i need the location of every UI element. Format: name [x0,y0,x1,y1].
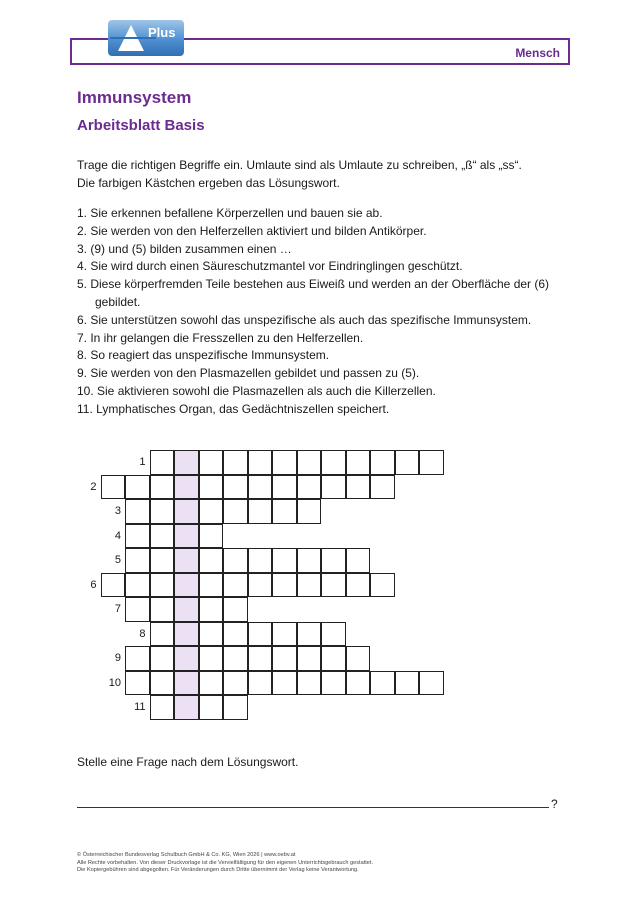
crossword-cell[interactable] [150,548,175,573]
page-subtitle: Arbeitsblatt Basis [77,117,205,134]
crossword-cell[interactable] [321,475,346,500]
crossword-cell[interactable] [223,548,248,573]
crossword-cell[interactable] [101,475,126,500]
crossword-cell[interactable] [419,671,444,696]
crossword-cell[interactable] [199,475,224,500]
crossword-cell[interactable] [297,450,322,475]
solution-cell[interactable] [174,671,199,696]
footer [77,852,373,875]
crossword-cell[interactable] [272,475,297,500]
crossword-cell[interactable] [272,622,297,647]
row-number: 4 [114,529,121,542]
crossword-cell[interactable] [297,548,322,573]
solution-cell[interactable] [174,524,199,549]
crossword-cell[interactable] [272,499,297,524]
solution-cell[interactable] [174,597,199,622]
crossword-cell[interactable] [150,646,175,671]
crossword-cell[interactable] [150,695,175,720]
solution-cell[interactable] [174,695,199,720]
crossword-cell[interactable] [297,646,322,671]
crossword-cell[interactable] [248,450,273,475]
clue: 7. In ihr gelangen die Fresszellen zu den Helferzellen. [77,330,364,345]
clue: 10. Sie aktivieren sowohl die Plasmazellen als auch die Killerzellen. [77,383,436,398]
answer-line[interactable] [77,807,549,808]
crossword-cell[interactable] [321,573,346,598]
crossword-cell[interactable] [272,671,297,696]
row-number: 11 [134,701,146,713]
crossword-cell[interactable] [272,646,297,671]
question-prompt: Stelle eine Frage nach dem Lösungswort. [77,755,299,769]
crossword-cell[interactable] [248,622,273,647]
crossword-cell[interactable] [223,597,248,622]
instruction-line: Die farbigen Kästchen ergeben das Lösungswort. [77,176,340,190]
solution-cell[interactable] [174,548,199,573]
crossword-cell[interactable] [150,499,175,524]
clue: 2. Sie werden von den Helferzellen aktiviert und bilden Antikörper. [77,223,427,238]
crossword-cell[interactable] [346,475,371,500]
row-number: 1 [139,456,146,468]
crossword-cell[interactable] [297,499,322,524]
crossword-cell[interactable] [297,475,322,500]
crossword-cell[interactable] [125,646,150,671]
crossword-cell[interactable] [150,597,175,622]
clue: 3. (9) und (5) bilden zusammen einen … [77,241,292,256]
crossword-cell[interactable] [248,499,273,524]
clue: 5. Diese körperfremden Teile bestehen aus Eiweiß und werden an der Oberfläche der (6) gebildet. [77,277,550,309]
crossword-cell[interactable] [248,671,273,696]
plus-logo [108,20,184,56]
crossword-cell[interactable] [125,499,150,524]
solution-cell[interactable] [174,646,199,671]
question-mark: ? [551,797,558,811]
crossword-cell[interactable] [199,597,224,622]
crossword-cell[interactable] [419,450,444,475]
row-number: 3 [114,505,121,517]
crossword-cell[interactable] [125,671,150,696]
crossword-cell[interactable] [346,671,371,696]
crossword-cell[interactable] [321,450,346,475]
row-number: 10 [108,676,121,689]
crossword-cell[interactable] [321,671,346,696]
crossword-cell[interactable] [101,573,126,598]
crossword-cell[interactable] [199,450,224,475]
crossword-cell[interactable] [297,622,322,647]
crossword-cell[interactable] [370,450,395,475]
clue: 9. Sie werden von den Plasmazellen gebildet und passen zu (5). [77,366,420,381]
crossword-cell[interactable] [150,573,175,598]
crossword-cell[interactable] [248,646,273,671]
crossword-cell[interactable] [321,646,346,671]
clue: 6. Sie unterstützen sowohl das unspezifische als auch das spezifische Immunsystem. [77,312,532,327]
crossword-cell[interactable] [223,695,248,720]
clue-list [77,205,567,419]
solution-cell[interactable] [174,622,199,647]
crossword-cell[interactable] [223,646,248,671]
crossword-cell[interactable] [272,450,297,475]
crossword-cell[interactable] [346,450,371,475]
crossword-cell[interactable] [297,573,322,598]
crossword-cell[interactable] [370,573,395,598]
crossword-cell[interactable] [199,622,224,647]
crossword-cell[interactable] [321,622,346,647]
crossword-cell[interactable] [199,548,224,573]
crossword-cell[interactable] [125,524,150,549]
crossword-cell[interactable] [150,475,175,500]
crossword-cell[interactable] [370,475,395,500]
footer-line: © Österreichischer Bundesverlag Schulbuch GmbH & Co. KG, Wien 2026 | www.oebv.at [77,852,296,858]
crossword-cell[interactable] [346,646,371,671]
crossword-cell[interactable] [395,450,420,475]
crossword-cell[interactable] [297,671,322,696]
crossword-cell[interactable] [248,475,273,500]
footer-line: Alle Rechte vorbehalten. Von dieser Druckvorlage ist die Vervielfältigung für den eigenen Unterrichtsgebrauch gestattet. [77,859,374,866]
crossword-cell[interactable] [125,573,150,598]
row-number: 9 [114,652,121,664]
instruction-line: Trage die richtigen Begriffe ein. Umlaute sind als Umlaute zu schreiben, „ß“ als „ss“. [77,158,522,172]
solution-cell[interactable] [174,573,199,598]
logo-text: Plus [148,25,176,40]
crossword-cell[interactable] [223,671,248,696]
row-number: 8 [139,627,146,640]
solution-cell[interactable] [174,499,199,524]
section-label: Mensch [515,46,560,60]
crossword-cell[interactable] [395,671,420,696]
row-number: 6 [90,578,97,591]
crossword-cell[interactable] [223,475,248,500]
crossword-cell[interactable] [199,671,224,696]
row-number: 5 [114,554,121,566]
page-title: Immunsystem [77,88,192,107]
crossword-cell[interactable] [199,646,224,671]
crossword-cell[interactable] [370,671,395,696]
crossword-cell[interactable] [150,622,175,647]
crossword-cell[interactable] [223,499,248,524]
crossword-cell[interactable] [346,548,371,573]
solution-cell[interactable] [174,450,199,475]
crossword-cell[interactable] [248,573,273,598]
crossword-cell[interactable] [199,524,224,549]
crossword-cell[interactable] [125,597,150,622]
crossword-cell[interactable] [150,524,175,549]
solution-cell[interactable] [174,475,199,500]
crossword-cell[interactable] [272,573,297,598]
footer-line: Die Kopiergebühren sind abgegolten. Für Veränderungen durch Dritte übernimmt der Verlag keine Verantwortung. [77,867,359,873]
crossword-cell[interactable] [321,548,346,573]
clue: 4. Sie wird durch einen Säureschutzmantel vor Eindringlingen geschützt. [77,259,463,274]
crossword-cell[interactable] [223,573,248,598]
crossword-cell[interactable] [150,671,175,696]
crossword-cell[interactable] [199,573,224,598]
clue: 1. Sie erkennen befallene Körperzellen und bauen sie ab. [77,206,383,220]
crossword-cell[interactable] [248,548,273,573]
instructions [77,156,522,192]
crossword-cell[interactable] [223,622,248,647]
clue: 11. Lymphatisches Organ, das Gedächtniszellen speichert. [77,401,390,416]
row-number: 7 [114,603,121,615]
crossword-cell[interactable] [150,450,175,475]
crossword-cell[interactable] [125,475,150,500]
row-number: 2 [90,480,97,493]
crossword-cell[interactable] [272,548,297,573]
crossword-cell[interactable] [199,695,224,720]
crossword-cell[interactable] [199,499,224,524]
crossword-cell[interactable] [223,450,248,475]
crossword-cell[interactable] [125,548,150,573]
crossword-cell[interactable] [346,573,371,598]
clue: 8. So reagiert das unspezifische Immunsystem. [77,348,330,363]
